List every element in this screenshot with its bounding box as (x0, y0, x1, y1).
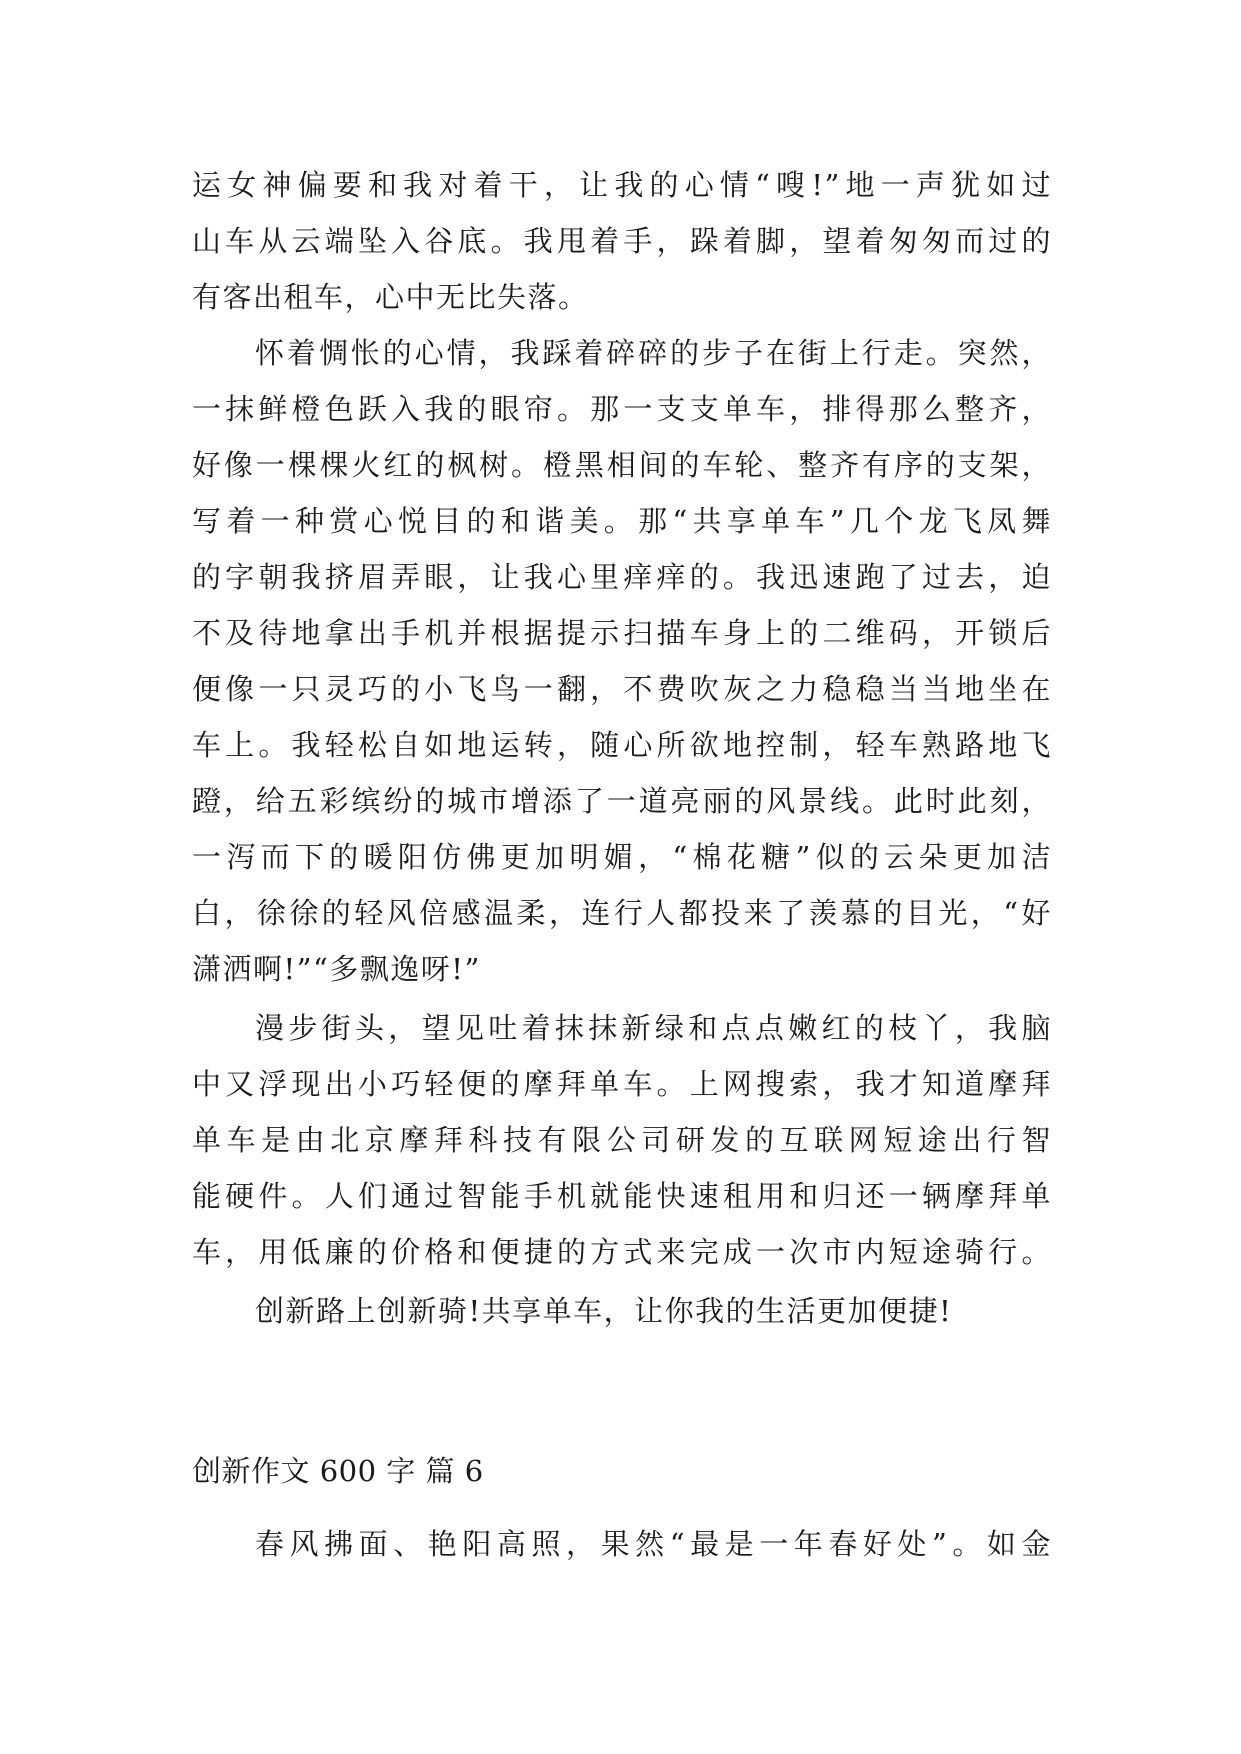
paragraph-line: 漫步街头，望见吐着抹抹新绿和点点嫩红的枝丫，我脑 (255, 1011, 1052, 1045)
paragraph-line: 的字朝我挤眉弄眼，让我心里痒痒的。我迅速跑了过去，迫 (192, 560, 1052, 594)
paragraph-line: 中又浮现出小巧轻便的摩拜单车。上网搜索，我才知道摩拜 (192, 1067, 1052, 1101)
paragraph-line: 创新路上创新骑!共享单车，让你我的生活更加便捷! (255, 1294, 953, 1328)
paragraph-line: 白，徐徐的轻风倍感温柔，连行人都投来了羡慕的目光，“好 (192, 896, 1052, 930)
paragraph-line: 山车从云端坠入谷底。我甩着手，跺着脚，望着匆匆而过的 (192, 224, 1052, 258)
paragraph-line: 春风拂面、艳阳高照，果然“最是一年春好处”。如金 (255, 1527, 1052, 1561)
paragraph-line: 便像一只灵巧的小飞鸟一翻，不费吹灰之力稳稳当当地坐在 (192, 672, 1052, 706)
paragraph-line: 好像一棵棵火红的枫树。橙黑相间的车轮、整齐有序的支架， (192, 448, 1052, 482)
paragraph-line: 怀着惆怅的心情，我踩着碎碎的步子在街上行走。突然， (255, 336, 1052, 370)
paragraph-line: 能硬件。人们通过智能手机就能快速租用和归还一辆摩拜单 (192, 1179, 1052, 1213)
paragraph-line: 单车是由北京摩拜科技有限公司研发的互联网短途出行智 (192, 1123, 1052, 1157)
paragraph-line: 车，用低廉的价格和便捷的方式来完成一次市内短途骑行。 (192, 1235, 1052, 1269)
paragraph-line: 运女神偏要和我对着干，让我的心情“嗖!”地一声犹如过 (192, 168, 1052, 202)
paragraph-line: 潇洒啊!”“多飘逸呀!” (192, 952, 481, 986)
paragraph-line: 一抹鲜橙色跃入我的眼帘。那一支支单车，排得那么整齐， (192, 392, 1052, 426)
paragraph-line: 蹬，给五彩缤纷的城市增添了一道亮丽的风景线。此时此刻， (192, 784, 1052, 818)
section-heading: 创新作文 600 字 篇 6 (192, 1454, 484, 1488)
paragraph-line: 一泻而下的暖阳仿佛更加明媚，“棉花糖”似的云朵更加洁 (192, 840, 1052, 874)
paragraph-line: 写着一种赏心悦目的和谐美。那“共享单车”几个龙飞凤舞 (192, 504, 1052, 538)
paragraph-line: 不及待地拿出手机并根据提示扫描车身上的二维码，开锁后 (192, 616, 1052, 650)
paragraph-line: 有客出租车，心中无比失落。 (192, 280, 589, 314)
paragraph-line: 车上。我轻松自如地运转，随心所欲地控制，轻车熟路地飞 (192, 728, 1052, 762)
